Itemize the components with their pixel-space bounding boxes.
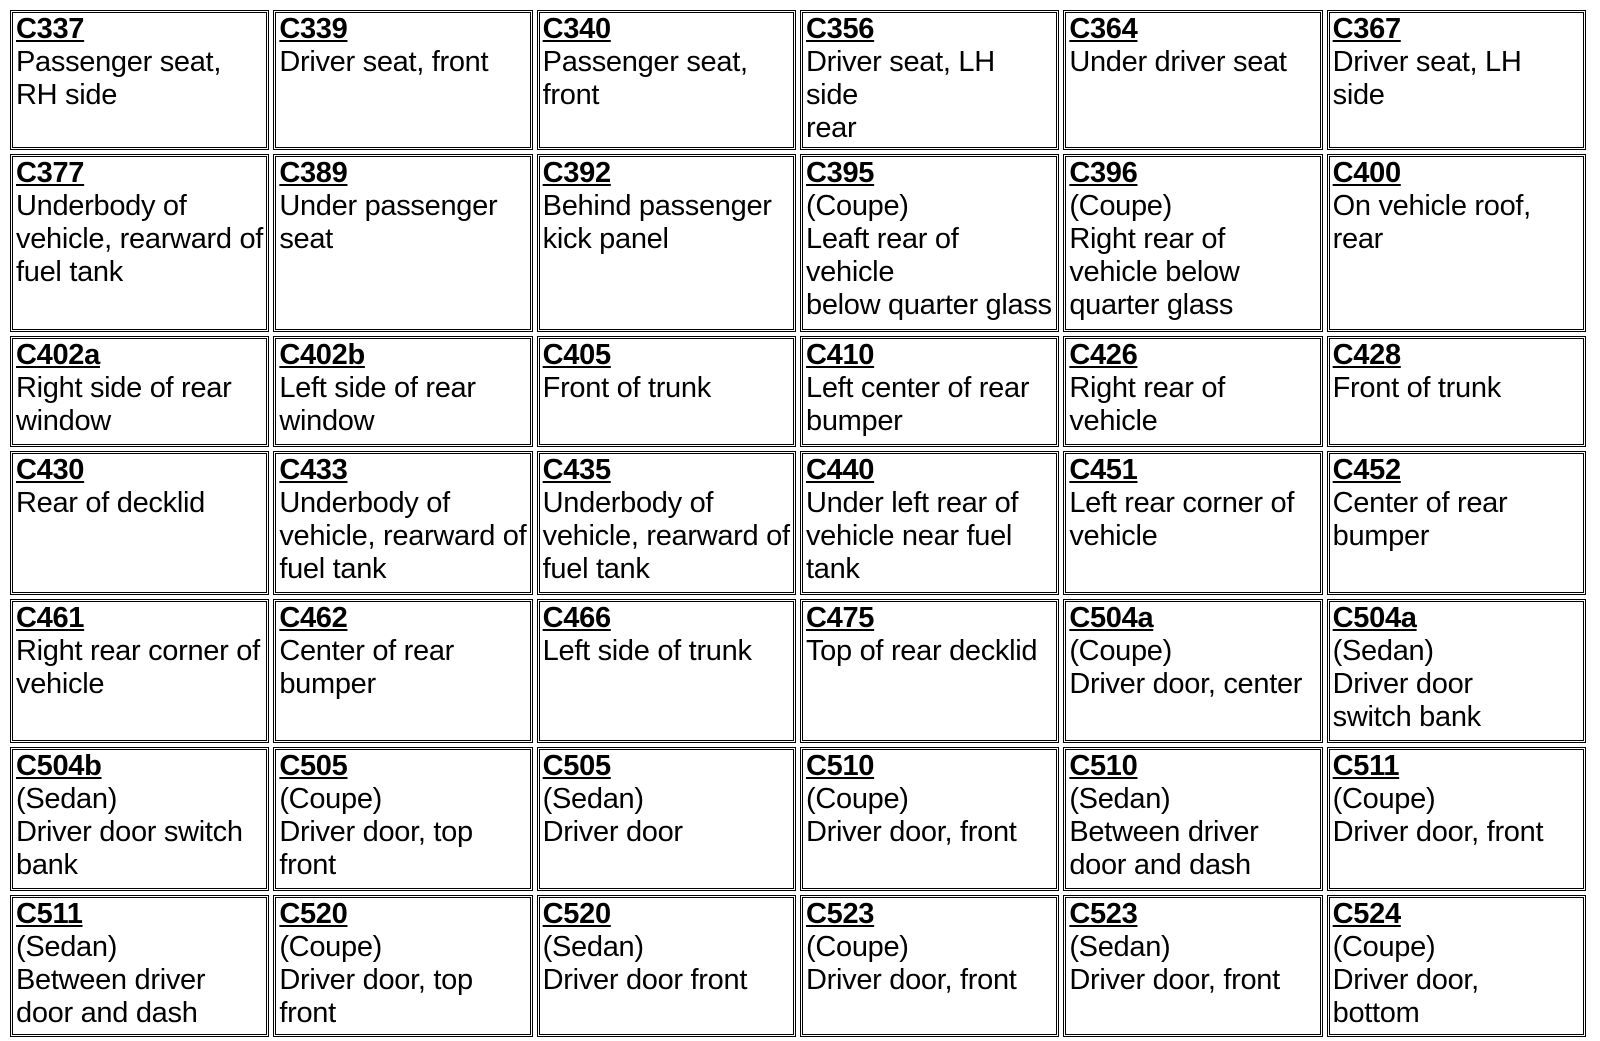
table-cell (800, 10, 1059, 150)
connector-location-table (6, 6, 1590, 1041)
connector-id-link[interactable]: C377 (16, 157, 85, 189)
connector-id-link[interactable]: C524 (1332, 898, 1401, 930)
connector-location: Behind passenger kick panel (542, 190, 772, 255)
table-row (10, 10, 1586, 150)
table-cell (273, 599, 532, 743)
connector-id-link[interactable]: C451 (1069, 454, 1138, 486)
connector-id-link[interactable]: C505 (542, 750, 611, 782)
table-cell (1063, 747, 1322, 891)
connector-id-link[interactable]: C523 (805, 898, 875, 930)
connector-id-link[interactable]: C340 (542, 13, 611, 45)
connector-id-link[interactable]: C402b (279, 339, 365, 371)
connector-location: Right side of rear window (16, 372, 232, 437)
connector-location: (Sedan) Driver door (542, 783, 683, 848)
connector-location: Center of rear bumper (1332, 487, 1508, 552)
connector-id-link[interactable]: C504a (1332, 602, 1417, 634)
connector-id-link[interactable]: C400 (1332, 157, 1401, 189)
connector-location: Driver seat, LH side rear (805, 46, 995, 144)
table-cell (1327, 599, 1586, 743)
connector-id-link[interactable]: C510 (805, 750, 875, 782)
connector-location: (Coupe) Leaft rear of vehicle below quarter glass (805, 190, 1052, 321)
connector-location: Front of trunk (542, 372, 711, 404)
connector-id-link[interactable]: C426 (1069, 339, 1138, 371)
connector-location: Right rear corner of vehicle (16, 635, 260, 700)
connector-location: (Sedan) Driver door switch bank (1332, 635, 1481, 733)
table-cell (537, 895, 796, 1037)
table-cell (1063, 336, 1322, 447)
connector-location: Driver seat, front (279, 46, 489, 78)
connector-location: Left side of rear window (279, 372, 476, 437)
table-cell (1327, 154, 1586, 332)
table-row (10, 451, 1586, 595)
connector-id-link[interactable]: C433 (279, 454, 348, 486)
table-cell (10, 10, 269, 150)
table-row (10, 336, 1586, 447)
table-cell (1063, 451, 1322, 595)
connector-id-link[interactable]: C392 (542, 157, 611, 189)
connector-location: On vehicle roof, rear (1332, 190, 1531, 255)
table-row (10, 895, 1586, 1037)
table-cell (800, 451, 1059, 595)
table-cell (800, 154, 1059, 332)
connector-location: Left rear corner of vehicle (1069, 487, 1295, 552)
connector-location: Underbody of vehicle, rearward of fuel tank (542, 487, 790, 585)
connector-location: (Coupe) Driver door, bottom (1332, 931, 1479, 1029)
connector-location: Underbody of vehicle, rearward of fuel tank (279, 487, 527, 585)
table-cell (10, 747, 269, 891)
table-cell (10, 154, 269, 332)
table-cell (273, 336, 532, 447)
connector-location: (Sedan) Driver door front (542, 931, 748, 996)
connector-location: (Coupe) Driver door, front (1332, 783, 1544, 848)
table-cell (273, 451, 532, 595)
table-cell (1327, 10, 1586, 150)
connector-location: Front of trunk (1332, 372, 1501, 404)
connector-id-link[interactable]: C504a (1069, 602, 1154, 634)
table-cell (1327, 747, 1586, 891)
connector-location: Underbody of vehicle, rearward of fuel tank (16, 190, 264, 288)
connector-location: Left side of trunk (542, 635, 752, 667)
connector-id-link[interactable]: C389 (279, 157, 348, 189)
connector-id-link[interactable]: C462 (279, 602, 348, 634)
connector-id-link[interactable]: C510 (1069, 750, 1138, 782)
connector-location: Under passenger seat (279, 190, 498, 255)
table-cell (800, 747, 1059, 891)
connector-location: Under driver seat (1069, 46, 1287, 78)
connector-location: (Sedan) Between driver door and dash (16, 931, 206, 1029)
table-cell (1063, 599, 1322, 743)
connector-id-link[interactable]: C452 (1332, 454, 1401, 486)
connector-location: (Coupe) Driver door, front (805, 931, 1017, 996)
table-cell (273, 747, 532, 891)
connector-location: Right rear of vehicle (1069, 372, 1225, 437)
table-cell (537, 599, 796, 743)
connector-location: (Sedan) Between driver door and dash (1069, 783, 1259, 881)
table-cell (10, 336, 269, 447)
table-cell (10, 599, 269, 743)
table-cell (1327, 451, 1586, 595)
connector-location: Top of rear decklid (805, 635, 1038, 667)
table-row (10, 599, 1586, 743)
connector-id-link[interactable]: C520 (542, 898, 611, 930)
table-cell (273, 154, 532, 332)
table-cell (273, 895, 532, 1037)
connector-id-link[interactable]: C395 (805, 157, 875, 189)
connector-location: (Coupe) Driver door, top front (279, 931, 473, 1029)
table-cell (800, 599, 1059, 743)
connector-id-link[interactable]: C461 (16, 602, 85, 634)
connector-id-link[interactable]: C466 (542, 602, 611, 634)
connector-id-link[interactable]: C511 (1332, 750, 1400, 782)
connector-location: (Coupe) Driver door, top front (279, 783, 473, 881)
connector-id-link[interactable]: C339 (279, 13, 348, 45)
connector-id-link[interactable]: C405 (542, 339, 611, 371)
connector-id-link[interactable]: C440 (805, 454, 875, 486)
connector-location: (Coupe) Driver door, front (805, 783, 1017, 848)
table-cell (1063, 154, 1322, 332)
table-cell (537, 10, 796, 150)
connector-id-link[interactable]: C402a (16, 339, 100, 371)
connector-id-link[interactable]: C396 (1069, 157, 1138, 189)
connector-location: Driver seat, LH side (1332, 46, 1522, 111)
connector-id-link[interactable]: C435 (542, 454, 611, 486)
connector-location: (Sedan) Driver door, front (1069, 931, 1280, 996)
connector-location: Under left rear of vehicle near fuel tank (805, 487, 1019, 585)
table-cell (537, 154, 796, 332)
connector-location: Left center of rear bumper (805, 372, 1030, 437)
connector-location: (Coupe) Driver door, center (1069, 635, 1303, 700)
connector-id-link[interactable]: C364 (1069, 13, 1138, 45)
table-row (10, 747, 1586, 891)
connector-id-link[interactable]: C430 (16, 454, 85, 486)
table-cell (1063, 10, 1322, 150)
table-cell (10, 895, 269, 1037)
table-cell (10, 451, 269, 595)
connector-id-link[interactable]: C475 (805, 602, 875, 634)
table-cell (1063, 895, 1322, 1037)
connector-location: Passenger seat, front (542, 46, 748, 111)
connector-id-link[interactable]: C367 (1332, 13, 1401, 45)
connector-id-link[interactable]: C504b (16, 750, 102, 782)
connector-id-link[interactable]: C356 (805, 13, 875, 45)
connector-id-link[interactable]: C428 (1332, 339, 1401, 371)
table-cell (800, 336, 1059, 447)
connector-id-link[interactable]: C511 (16, 898, 83, 930)
table-cell (537, 336, 796, 447)
connector-location: Center of rear bumper (279, 635, 455, 700)
table-cell (537, 451, 796, 595)
connector-location: Passenger seat, RH side (16, 46, 222, 111)
connector-id-link[interactable]: C520 (279, 898, 348, 930)
connector-location: (Sedan) Driver door switch bank (16, 783, 243, 881)
table-cell (1327, 895, 1586, 1037)
table-cell (800, 895, 1059, 1037)
connector-id-link[interactable]: C505 (279, 750, 348, 782)
table-cell (537, 747, 796, 891)
connector-id-link[interactable]: C410 (805, 339, 875, 371)
table-cell (273, 10, 532, 150)
connector-id-link[interactable]: C337 (16, 13, 85, 45)
connector-location: Rear of decklid (16, 487, 205, 519)
table-row (10, 154, 1586, 332)
connector-id-link[interactable]: C523 (1069, 898, 1138, 930)
connector-location: (Coupe) Right rear of vehicle below quarter glass (1069, 190, 1240, 321)
table-cell (1327, 336, 1586, 447)
